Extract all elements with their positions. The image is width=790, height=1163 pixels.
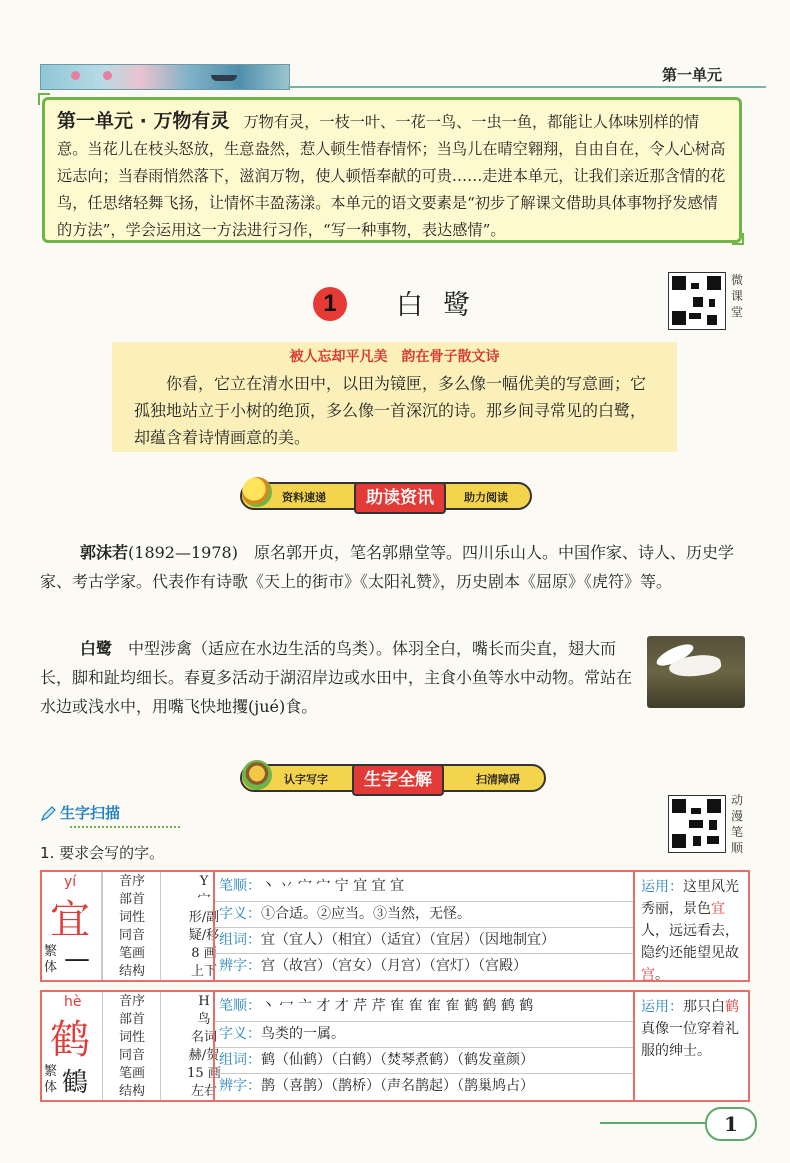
banner-right-label: 助力阅读 [464, 491, 508, 504]
meta-key: 结构 [118, 1084, 145, 1099]
stroke-order-label: 笔顺： [219, 878, 261, 894]
usage-text: 。 [655, 967, 669, 983]
box-corner-decoration [732, 233, 744, 245]
meta-key: 同音 [118, 928, 145, 943]
author-text: (1892—1978) 原名郭开贞，笔名郭鼎堂等。四川乐山人。中国作家、诗人、历史学家、考古学家。代表作有诗歌《天上的街市》《太阳礼赞》，历史剧本《屈原》《虎符》等。 [40, 543, 734, 591]
usage-label: 运用： [641, 879, 683, 895]
stroke-order-row [215, 874, 633, 899]
usage-highlight: 鹤 [725, 999, 739, 1015]
header-rule [288, 86, 766, 88]
meaning-row [215, 1021, 633, 1046]
unit-intro-box [42, 97, 742, 243]
scan-label-text: 生字扫描 [60, 804, 121, 822]
qr-label-micro-class: 微课堂 [731, 273, 744, 319]
usage-highlight: 宜 [711, 901, 725, 917]
scan-underline [70, 826, 180, 828]
banner-right-label: 扫清障碍 [476, 773, 520, 786]
qr-code-icon[interactable] [668, 795, 726, 853]
meta-key: 同音 [118, 1048, 145, 1063]
distinguish-label: 辨字： [219, 1078, 261, 1094]
character-pinyin: yí [64, 874, 77, 890]
egret-name: 白鹭 [80, 639, 113, 658]
stroke-order-label: 笔顺： [219, 998, 261, 1014]
bee-mascot-icon [242, 477, 272, 507]
lesson-number-badge: 1 [313, 287, 347, 321]
meta-value: 疑/移 [188, 928, 220, 943]
usage-text: 人，远远看去，隐约还能望见故 [641, 923, 739, 961]
author-name: 郭沫若 [80, 543, 129, 562]
egret-photo [647, 636, 745, 708]
qr-code-icon[interactable] [668, 272, 726, 330]
character-glyph: 鹤 [50, 1017, 90, 1063]
meta-value: 形/副 [188, 910, 220, 925]
meaning-text: 鸟类的一属。 [261, 1026, 345, 1042]
poem-box [112, 342, 677, 452]
meaning-label: 字义： [219, 906, 261, 922]
unit-intro-text: 万物有灵，一枝一叶、一花一鸟、一虫一鱼，都能让人体味别样的情意。当花儿在枝头怒放，生意盎然，惹人顿生惜春情怀；当鸟儿在晴空翱翔，自由自在，令人心树高远志向；当春雨悄然落下，滋润万物，使人顿悟奉献的可贵……走进本单元，让我们亲近那含情的花鸟，任思绪轻舞飞扬，让情怀丰盈荡漾。本单元的语文要素是“初步了解课文借助具体事物抒发感情的方法”，学会运用这一方法进行习作，“写一种事物，表达感情”。 [57, 113, 726, 239]
meta-value: 8 画 [191, 946, 217, 961]
turtle-mascot-icon [242, 760, 272, 790]
distinguish-text: 宫（故宫）（宫女）（月宫）（宫灯）（宫殿） [261, 958, 527, 974]
banner-left-label: 认字写字 [284, 773, 328, 786]
unit-intro-title: 第一单元 · 万物有灵 [57, 110, 230, 132]
qr-label-animated-strokes: 动漫笔顺 [731, 793, 744, 855]
page-number-rule [600, 1122, 708, 1124]
egret-text: 中型涉禽（适应在水边生活的鸟类）。体羽全白，嘴长而尖直，翅大而长，脚和趾均细长。春夏多活动于湖沼岸边或水田中，主食小鱼等水中动物。常站在水边或浅水中，用嘴飞快地攫(jué)食。 [40, 639, 633, 716]
distinguish-label: 辨字： [219, 958, 261, 974]
words-row [215, 1047, 633, 1072]
poem-text: 你看，它立在清水田中，以田为镜匣，多么像一幅优美的写意画；它孤独地站立于小树的绝顶，多么像一首深沉的诗。那乡间寻常见的白鹭，却蕴含着诗情画意的美。 [134, 374, 647, 447]
stroke-order: 丶 冖 亠 才 才 芹 芹 隺 隺 隺 隺 鹤 鹤 鹤 鹤 [261, 998, 534, 1014]
lotus-flower-icon [71, 71, 80, 80]
meaning-label: 字义： [219, 1026, 261, 1042]
usage-text: 这里风光秀丽，景色 [641, 879, 739, 917]
distinguish-text: 鹊（喜鹊）（鹊桥）（声名鹊起）（鹊巢鸠占） [261, 1078, 534, 1094]
traditional-label: 繁体 [44, 944, 58, 975]
boat-icon [211, 75, 237, 81]
meta-key: 笔画 [118, 1066, 145, 1081]
usage-highlight: 宫 [641, 967, 655, 983]
character-pinyin: hè [64, 994, 82, 1010]
egret-intro [40, 634, 640, 721]
meta-key: 词性 [118, 910, 145, 925]
meta-key: 部首 [118, 1012, 145, 1027]
distinguish-row [215, 953, 633, 978]
usage-text: 那只白 [683, 999, 725, 1015]
meta-value: Y [199, 874, 209, 889]
usage-example [635, 992, 748, 1066]
meta-key: 词性 [118, 1030, 145, 1045]
character-card-yi [40, 870, 750, 982]
lotus-flower-icon [103, 71, 112, 80]
meta-key: 部首 [118, 892, 145, 907]
usage-example [635, 872, 748, 990]
banner-main-label: 生字全解 [352, 764, 444, 796]
traditional-glyph: 鶴 [62, 1068, 89, 1098]
meta-key: 音序 [118, 874, 145, 889]
meta-value: 赫/贺 [188, 1048, 220, 1063]
words-text: 鹤（仙鹤）（白鹤）（焚琴煮鹤）（鹤发童颜） [261, 1052, 534, 1068]
stroke-order: 丶 丷 宀 宀 宁 宜 宜 宜 [261, 878, 405, 894]
meta-key: 音序 [118, 994, 145, 1009]
banner-main-label: 助读资讯 [354, 482, 446, 514]
character-card-he [40, 990, 750, 1102]
words-row [215, 927, 633, 952]
words-text: 宜（宜人）（相宜）（适宜）（宜居）（因地制宜） [261, 932, 555, 948]
box-corner-decoration [38, 93, 50, 105]
header-banner-image [40, 64, 290, 90]
meta-value: 宀 [197, 892, 211, 907]
meta-value: H [198, 994, 210, 1009]
meaning-text: ①合适。②应当。③当然，无怪。 [261, 906, 471, 922]
meta-value: 左右 [190, 1084, 217, 1099]
requirement-text: 1. 要求会写的字。 [40, 844, 165, 862]
meta-key: 结构 [118, 964, 145, 979]
unit-label: 第一单元 [662, 66, 723, 84]
reading-info-banner [240, 482, 532, 510]
usage-text: 真像一位穿着礼服的绅士。 [641, 1021, 739, 1059]
characters-banner [240, 764, 546, 792]
usage-label: 运用： [641, 999, 683, 1015]
character-glyph: 宜 [50, 897, 90, 943]
words-label: 组词： [219, 1052, 261, 1068]
pen-icon [40, 806, 56, 822]
meta-value: 15 画 [187, 1066, 221, 1081]
lesson-title: 白鹭 [396, 290, 490, 321]
character-scan-label [40, 802, 120, 823]
banner-left-label: 资料速递 [282, 491, 326, 504]
meta-value: 鸟 [197, 1012, 211, 1027]
meta-key: 笔画 [118, 946, 145, 961]
meta-value: 名词 [190, 1030, 217, 1045]
meta-value: 上下 [190, 964, 217, 979]
distinguish-row [215, 1073, 633, 1098]
words-label: 组词： [219, 932, 261, 948]
poem-heading: 被人忘却平凡美 韵在骨子散文诗 [289, 349, 500, 365]
stroke-order-row [215, 994, 633, 1019]
traditional-glyph: — [64, 944, 90, 974]
traditional-label: 繁体 [44, 1064, 58, 1095]
page-number: 1 [705, 1107, 757, 1141]
meaning-row [215, 901, 633, 926]
author-intro [40, 538, 750, 596]
